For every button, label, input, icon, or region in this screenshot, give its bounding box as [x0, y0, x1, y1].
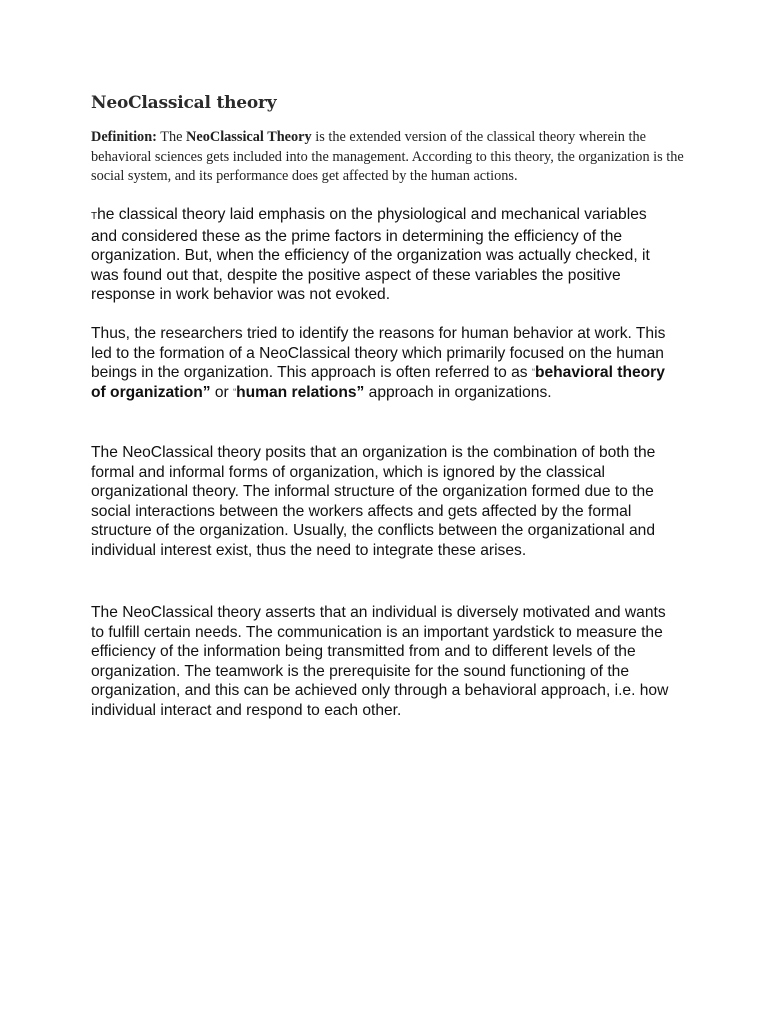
open-quote-1: “ — [531, 367, 535, 377]
open-quote-2: “ — [233, 386, 237, 397]
body-paragraph-1 — [91, 205, 671, 305]
body-paragraph-2 — [91, 324, 671, 402]
human-relations-term: human relations” — [236, 383, 365, 401]
paragraph-1-text: he classical theory laid emphasis on the physiological and mechanical variables and considered these as the prime factors in determining the efficiency of the organization. But, when the efficiency of the organization was actually checked, it was found out that, despite the positive aspect of these variables the positive response in work behavior was not evoked. — [91, 206, 650, 303]
body-paragraph-4: The NeoClassical theory asserts that an individual is diversely motivated and wants to fulfill certain needs. The communication is an important yardstick to measure the efficiency of the information being transmitted from and to different levels of the organization. The teamwork is the prerequisite for the sound functioning of the organization, and this can be achieved only through a behavioral approach, i.e. how individual interact and respond to each other. — [91, 604, 669, 719]
paragraph-2-text-a: Thus, the researchers tried to identify the reasons for human behavior at work. This led to the formation of a NeoClassical theory which primarily focused on the human beings in the organization. This approach is often referred to as — [91, 325, 666, 381]
definition-text: is the extended version of the classical theory wherein the behavioral sciences gets included into the management. According to this theory, the organization is the social system, and its performance does get affected by the human actions. — [91, 129, 684, 184]
behavioral-theory-term: behavioral theory of organization” — [91, 364, 665, 401]
definition-term: NeoClassical Theory — [186, 129, 312, 145]
definition-paragraph — [91, 128, 691, 187]
page-title: NeoClassical theory — [91, 93, 277, 113]
paragraph-2-text-c: approach in organizations. — [364, 383, 552, 401]
definition-pre-term: The — [156, 129, 187, 145]
body-paragraph-3: The NeoClassical theory posits that an organization is the combination of both the formal and informal forms of organization, which is ignored by the classical organizational theory. The informal structure of the organization formed due to the social interactions between the workers affects and gets affected by the formal structure of the organization. Usually, the conflicts between the organizational and individual interest exist, thus the need to integrate these arises. — [91, 444, 656, 559]
definition-label: Definition: — [91, 129, 157, 145]
paragraph-1-initial: T — [91, 211, 98, 222]
paragraph-2-text-b: or — [210, 383, 234, 401]
